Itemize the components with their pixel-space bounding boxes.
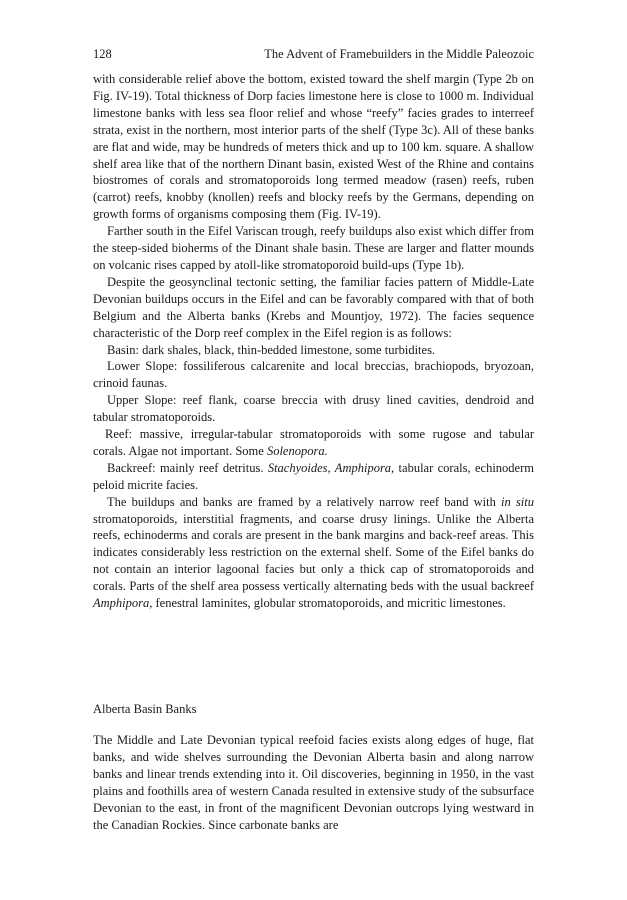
facies-reef (93, 426, 534, 460)
running-title: The Advent of Framebuilders in the Middle Paleozoic (264, 47, 534, 61)
body-text (93, 71, 534, 612)
text-run: fenestral laminites, globular stromatoporoids, and micritic limestones. (152, 596, 506, 611)
italic-genus: Amphipora, (93, 596, 153, 611)
facies-backreef-genera: Stachyoides, Amphipora, (267, 460, 395, 475)
paragraph: with considerable relief above the bottom, existed toward the shelf margin (Type 2b on Fig. IV-19). Total thickness of Dorp facies limestone here is close to 1000 m. Individual limestone banks with less sea floor relief and whose “reefy” facies grades to interreef strata, exist in the northern, most interior parts of the shelf (Type 3c). All of these banks are flat and wide, may be hundreds of meters thick and up to 100 km. square. A shallow shelf area like that of the northern Dinant basin, existed West of the Rhine and contains biostromes of corals and stromatoporoids long termed meadow (rasen) reefs, ruben (carrot) reefs, knobby (knollen) reefs and blocky reefs by the Germans, depending on growth forms of organisms composing them (Fig. IV-19). (93, 72, 534, 222)
facies-lower-slope: Lower Slope: fossiliferous calcarenite and local breccias, brachiopods, bryozoan, crinoid faunas. (93, 359, 534, 391)
text-run: The buildups and banks are framed by a relatively narrow reef band with (107, 494, 502, 509)
facies-backreef-text: Backreef: mainly reef detritus. (107, 460, 268, 475)
facies-upper-slope: Upper Slope: reef flank, coarse breccia with drusy lined cavities, dendroid and tabular stromatoporoids. (93, 393, 534, 425)
facies-reef-text: Reef: massive, irregular-tabular stromatoporoids with some rugose and tabular corals. Algae not important. Some (93, 427, 534, 458)
paragraph: Farther south in the Eifel Variscan trough, reefy buildups also exist which differ from the steep-sided bioherms of the Dinant shale basin. These are larger and flatter mounds on volcanic rises capped by atoll-like stromatoporoid build-ups (Type 1b). (93, 224, 534, 272)
italic-term: in situ (501, 494, 534, 509)
page-number: 128 (93, 47, 112, 61)
facies-reef-genus: Solenopora. (266, 443, 328, 458)
section-heading: Alberta Basin Banks (93, 702, 197, 716)
paragraph (93, 494, 534, 612)
facies-backreef-text-end: tabular corals, echinoderm peloid micrite facies. (93, 460, 534, 492)
facies-backreef (93, 460, 534, 494)
paragraph: Despite the geosynclinal tectonic setting, the familiar facies pattern of Middle-Late Devonian buildups occurs in the Eifel and can be favorably compared with that of both Belgium and the Alberta banks (Krebs and Mountjoy, 1972). The facies sequence characteristic of the Dorp reef complex in the Eifel region is as follows: (93, 274, 534, 340)
section-body (93, 732, 534, 833)
text-run: stromatoporoids, interstitial fragments, and coarse drusy linings. Unlike the Alberta reefs, echinoderms and corals are present in the bank margins and back-reef areas. This indicates considerably less restriction on the external shelf. Some of the Eifel banks do not contain an interior lagoonal facies but only a thick cap of stromatoporoids and corals. Parts of the shelf area possess vertically alternating beds with the usual backreef (93, 511, 534, 594)
paragraph: The Middle and Late Devonian typical reefoid facies exists along edges of huge, flat banks, and wide shelves surrounding the Devonian Alberta basin and along narrow banks and linear trends extending into it. Oil discoveries, beginning in 1950, in the vast plains and foothills area of western Canada resulted in extensive study of the subsurface Devonian to the east, in front of the magnificent Devonian outcrops lying westward in the Canadian Rockies. Since carbonate banks are (93, 733, 534, 832)
facies-basin: Basin: dark shales, black, thin-bedded limestone, some turbidites. (107, 342, 436, 357)
